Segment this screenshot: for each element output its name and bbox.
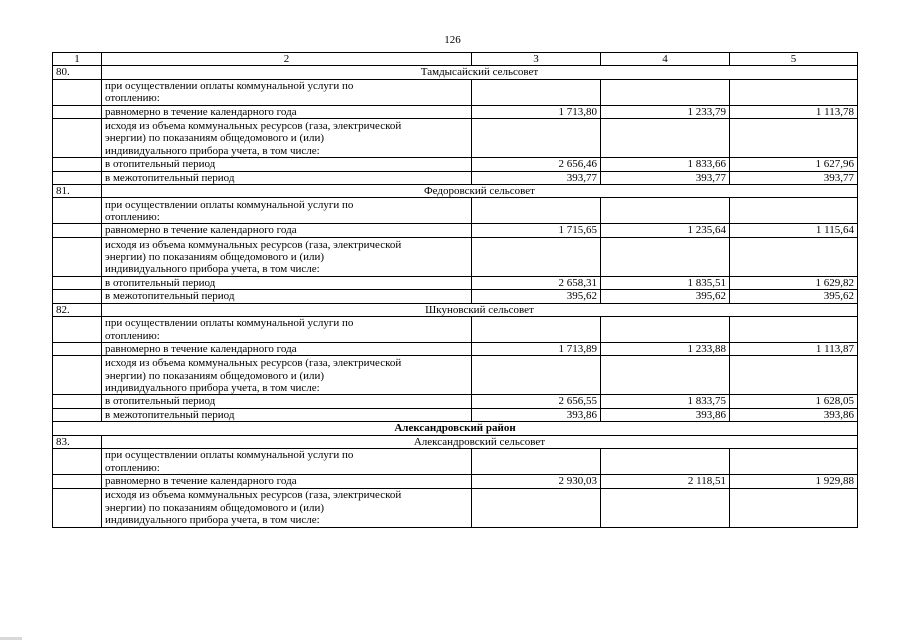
row-number-cell [53, 171, 102, 184]
description-line: энергии) по показаниям общедомового и (или) [105, 132, 325, 145]
description-line: индивидуального прибора учета, в том числе: [105, 382, 320, 395]
row-number-cell [53, 395, 102, 408]
table-body [53, 53, 858, 528]
row-number-cell [53, 237, 102, 276]
value-col-5: 1 627,96 [730, 158, 858, 171]
data-row [53, 475, 858, 488]
value-col-4: 393,86 [601, 408, 730, 421]
empty-value-cell [472, 79, 601, 105]
empty-value-cell [730, 237, 858, 276]
value-col-5: 1 113,78 [730, 105, 858, 118]
empty-value-cell [472, 119, 601, 158]
description-line: энергии) по показаниям общедомового и (или) [105, 501, 325, 514]
description-row [53, 356, 858, 395]
row-number-cell [53, 317, 102, 343]
description-line: отоплению: [105, 92, 160, 105]
description-line: отоплению: [105, 329, 160, 342]
empty-value-cell [472, 198, 601, 224]
empty-value-cell [472, 449, 601, 475]
description-line: при осуществлении оплаты коммунальной услуги по [105, 317, 354, 330]
row-number-cell [53, 343, 102, 356]
row-number: 80. [53, 66, 102, 79]
value-col-4: 395,62 [601, 290, 730, 303]
empty-value-cell [472, 356, 601, 395]
row-label: в межотопительный период [102, 171, 472, 184]
value-col-4: 1 233,79 [601, 105, 730, 118]
description-line: исходя из объема коммунальных ресурсов (газа, электрической [105, 238, 402, 251]
value-col-3: 2 658,31 [472, 276, 601, 289]
empty-value-cell [601, 198, 730, 224]
data-row [53, 158, 858, 171]
settlement-row [53, 303, 858, 316]
value-col-3: 1 713,80 [472, 105, 601, 118]
value-col-3: 393,77 [472, 171, 601, 184]
value-col-4: 1 833,75 [601, 395, 730, 408]
value-col-3: 2 656,46 [472, 158, 601, 171]
value-col-4: 1 835,51 [601, 276, 730, 289]
empty-value-cell [601, 79, 730, 105]
row-number-cell [53, 475, 102, 488]
row-number-cell [53, 276, 102, 289]
description-row [53, 198, 858, 224]
description-cell [102, 237, 472, 276]
value-col-3: 395,62 [472, 290, 601, 303]
empty-value-cell [601, 488, 730, 527]
value-col-4: 2 118,51 [601, 475, 730, 488]
page-number: 126 [444, 34, 461, 46]
description-line: исходя из объема коммунальных ресурсов (газа, электрической [105, 120, 402, 132]
settlement-name: Тамдысайский сельсовет [102, 66, 858, 79]
description-cell [102, 488, 472, 527]
row-number-cell [53, 105, 102, 118]
settlement-row [53, 66, 858, 79]
value-col-3: 1 715,65 [472, 224, 601, 237]
district-row [53, 422, 858, 435]
description-row [53, 449, 858, 475]
value-col-4: 393,77 [601, 171, 730, 184]
description-cell [102, 449, 472, 475]
empty-value-cell [730, 356, 858, 395]
row-label: в отопительный период [102, 158, 472, 171]
empty-value-cell [472, 488, 601, 527]
data-row [53, 395, 858, 408]
district-name: Александровский район [53, 422, 858, 435]
value-col-3: 393,86 [472, 408, 601, 421]
header-cell-3: 3 [472, 53, 601, 66]
value-col-5: 1 115,64 [730, 224, 858, 237]
row-number-cell [53, 290, 102, 303]
description-row [53, 237, 858, 276]
header-cell-2: 2 [102, 53, 472, 66]
row-number-cell [53, 408, 102, 421]
description-line: исходя из объема коммунальных ресурсов (газа, электрической [105, 489, 402, 502]
data-row [53, 290, 858, 303]
value-col-4: 1 233,88 [601, 343, 730, 356]
description-cell [102, 198, 472, 224]
description-line: индивидуального прибора учета, в том числе: [105, 514, 320, 527]
tariff-table [52, 52, 858, 528]
row-number: 83. [53, 435, 102, 448]
settlement-name: Шкуновский сельсовет [102, 303, 858, 316]
empty-value-cell [730, 488, 858, 527]
empty-value-cell [730, 119, 858, 158]
row-label: в отопительный период [102, 395, 472, 408]
row-number-cell [53, 488, 102, 527]
empty-value-cell [601, 356, 730, 395]
description-cell [102, 356, 472, 395]
value-col-4: 1 235,64 [601, 224, 730, 237]
settlement-name: Александровский сельсовет [102, 435, 858, 448]
description-line: при осуществлении оплаты коммунальной услуги по [105, 449, 354, 462]
value-col-3: 2 656,55 [472, 395, 601, 408]
row-number: 82. [53, 303, 102, 316]
value-col-5: 1 628,05 [730, 395, 858, 408]
header-cell-5: 5 [730, 53, 858, 66]
description-cell [102, 79, 472, 105]
empty-value-cell [601, 237, 730, 276]
settlement-name: Федоровский сельсовет [102, 185, 858, 198]
row-number-cell [53, 198, 102, 224]
row-label: в межотопительный период [102, 408, 472, 421]
empty-value-cell [730, 79, 858, 105]
row-number: 81. [53, 185, 102, 198]
row-number-cell [53, 224, 102, 237]
data-row [53, 408, 858, 421]
value-col-5: 1 629,82 [730, 276, 858, 289]
row-label: равномерно в течение календарного года [102, 105, 472, 118]
description-cell [102, 119, 472, 158]
row-label: равномерно в течение календарного года [102, 224, 472, 237]
row-label: равномерно в течение календарного года [102, 475, 472, 488]
data-row [53, 105, 858, 118]
description-line: исходя из объема коммунальных ресурсов (газа, электрической [105, 357, 402, 370]
row-number-cell [53, 449, 102, 475]
row-label: в межотопительный период [102, 290, 472, 303]
description-line: при осуществлении оплаты коммунальной услуги по [105, 198, 354, 211]
value-col-5: 395,62 [730, 290, 858, 303]
description-line: при осуществлении оплаты коммунальной услуги по [105, 80, 354, 92]
value-col-3: 2 930,03 [472, 475, 601, 488]
description-line: отоплению: [105, 461, 160, 474]
header-cell-1: 1 [53, 53, 102, 66]
value-col-4: 1 833,66 [601, 158, 730, 171]
settlement-row [53, 185, 858, 198]
description-row [53, 79, 858, 105]
row-label: равномерно в течение календарного года [102, 343, 472, 356]
row-number-cell [53, 158, 102, 171]
description-line: индивидуального прибора учета, в том числе: [105, 263, 320, 276]
row-label: в отопительный период [102, 276, 472, 289]
description-cell [102, 317, 472, 343]
empty-value-cell [601, 317, 730, 343]
empty-value-cell [601, 449, 730, 475]
description-row [53, 317, 858, 343]
settlement-row [53, 435, 858, 448]
value-col-5: 1 929,88 [730, 475, 858, 488]
empty-value-cell [730, 317, 858, 343]
value-col-5: 393,77 [730, 171, 858, 184]
description-line: энергии) по показаниям общедомового и (или) [105, 369, 325, 382]
row-number-cell [53, 119, 102, 158]
empty-value-cell [472, 317, 601, 343]
empty-value-cell [472, 237, 601, 276]
data-row [53, 171, 858, 184]
empty-value-cell [601, 119, 730, 158]
header-cell-4: 4 [601, 53, 730, 66]
value-col-5: 393,86 [730, 408, 858, 421]
value-col-5: 1 113,87 [730, 343, 858, 356]
header-row [53, 53, 858, 66]
data-row [53, 276, 858, 289]
description-row [53, 488, 858, 527]
row-number-cell [53, 79, 102, 105]
description-line: энергии) по показаниям общедомового и (или) [105, 251, 325, 264]
description-line: индивидуального прибора учета, в том числе: [105, 144, 320, 157]
data-row [53, 224, 858, 237]
value-col-3: 1 713,89 [472, 343, 601, 356]
description-row [53, 119, 858, 158]
empty-value-cell [730, 198, 858, 224]
description-line: отоплению: [105, 211, 160, 224]
empty-value-cell [730, 449, 858, 475]
row-number-cell [53, 356, 102, 395]
data-row [53, 343, 858, 356]
